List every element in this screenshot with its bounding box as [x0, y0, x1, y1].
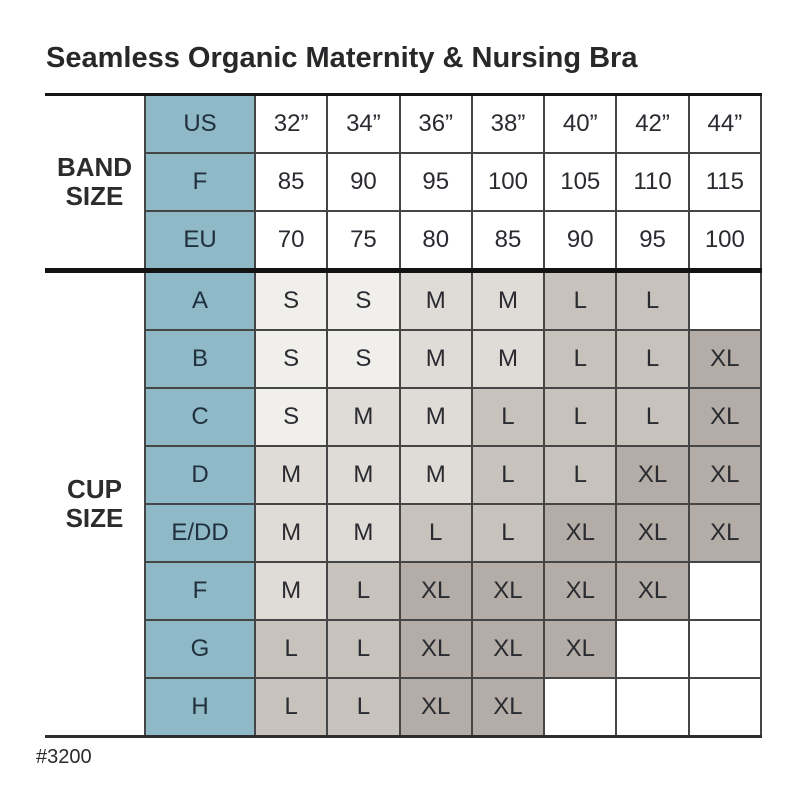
row-header-eu: EU — [145, 211, 255, 271]
empty-cell — [689, 620, 761, 678]
row-header-f: F — [145, 562, 255, 620]
size-cell-s: S — [255, 388, 327, 446]
band-row-eu — [45, 211, 761, 271]
row-header-g: G — [145, 620, 255, 678]
cup-row-g — [45, 620, 761, 678]
size-cell-l: L — [472, 504, 544, 562]
band-value-cell: 100 — [472, 153, 544, 211]
size-cell-xl: XL — [689, 388, 761, 446]
cup-row-f — [45, 562, 761, 620]
size-cell-m: M — [327, 504, 399, 562]
row-header-e-dd: E/DD — [145, 504, 255, 562]
page-title: Seamless Organic Maternity & Nursing Bra — [46, 42, 638, 74]
size-cell-s: S — [327, 330, 399, 388]
band-value-cell: 95 — [616, 211, 688, 271]
row-header-d: D — [145, 446, 255, 504]
band-value-cell: 105 — [544, 153, 616, 211]
empty-cell — [616, 620, 688, 678]
size-chart-table — [45, 93, 762, 738]
size-cell-l: L — [327, 562, 399, 620]
cup-size-section — [45, 271, 761, 737]
row-header-h: H — [145, 678, 255, 737]
band-value-cell: 100 — [689, 211, 761, 271]
size-cell-l: L — [327, 678, 399, 737]
size-cell-m: M — [400, 271, 472, 331]
band-value-cell: 32” — [255, 95, 327, 154]
size-cell-l: L — [544, 388, 616, 446]
size-cell-l: L — [327, 620, 399, 678]
size-cell-l: L — [616, 271, 688, 331]
empty-cell — [689, 562, 761, 620]
size-cell-m: M — [472, 271, 544, 331]
band-value-cell: 40” — [544, 95, 616, 154]
band-value-cell: 110 — [616, 153, 688, 211]
band-row-us — [45, 95, 761, 154]
size-cell-m: M — [472, 330, 544, 388]
size-cell-xl: XL — [689, 330, 761, 388]
size-cell-s: S — [255, 330, 327, 388]
row-header-c: C — [145, 388, 255, 446]
size-cell-m: M — [327, 388, 399, 446]
size-cell-l: L — [544, 446, 616, 504]
size-cell-xl: XL — [689, 446, 761, 504]
size-cell-l: L — [616, 388, 688, 446]
band-value-cell: 34” — [327, 95, 399, 154]
cup-row-d — [45, 446, 761, 504]
band-value-cell: 36” — [400, 95, 472, 154]
size-cell-m: M — [400, 330, 472, 388]
band-size-section — [45, 95, 761, 271]
size-cell-xl: XL — [616, 446, 688, 504]
size-cell-xl: XL — [616, 504, 688, 562]
cup-row-c — [45, 388, 761, 446]
cup-row-b — [45, 330, 761, 388]
band-row-f — [45, 153, 761, 211]
size-cell-l: L — [544, 330, 616, 388]
band-value-cell: 90 — [327, 153, 399, 211]
row-header-b: B — [145, 330, 255, 388]
empty-cell — [616, 678, 688, 737]
size-cell-l: L — [544, 271, 616, 331]
size-cell-l: L — [255, 620, 327, 678]
size-cell-m: M — [255, 504, 327, 562]
size-cell-m: M — [255, 446, 327, 504]
size-cell-xl: XL — [544, 620, 616, 678]
size-cell-xl: XL — [472, 678, 544, 737]
row-header-a: A — [145, 271, 255, 331]
band-size-label: BAND SIZE — [45, 95, 145, 271]
size-cell-xl: XL — [400, 620, 472, 678]
size-cell-xl: XL — [472, 620, 544, 678]
size-cell-xl: XL — [616, 562, 688, 620]
size-cell-m: M — [255, 562, 327, 620]
band-value-cell: 80 — [400, 211, 472, 271]
size-cell-xl: XL — [544, 562, 616, 620]
cup-size-label: CUP SIZE — [45, 271, 145, 737]
band-value-cell: 42” — [616, 95, 688, 154]
empty-cell — [689, 678, 761, 737]
empty-cell — [689, 271, 761, 331]
band-value-cell: 44” — [689, 95, 761, 154]
size-cell-xl: XL — [472, 562, 544, 620]
empty-cell — [544, 678, 616, 737]
size-cell-l: L — [472, 446, 544, 504]
size-cell-l: L — [255, 678, 327, 737]
size-cell-m: M — [327, 446, 399, 504]
size-cell-xl: XL — [544, 504, 616, 562]
row-header-us: US — [145, 95, 255, 154]
band-value-cell: 85 — [472, 211, 544, 271]
size-cell-m: M — [400, 446, 472, 504]
band-value-cell: 115 — [689, 153, 761, 211]
product-number: #3200 — [36, 746, 92, 768]
band-value-cell: 75 — [327, 211, 399, 271]
row-header-f: F — [145, 153, 255, 211]
size-cell-s: S — [255, 271, 327, 331]
size-cell-xl: XL — [689, 504, 761, 562]
size-cell-l: L — [616, 330, 688, 388]
cup-row-h — [45, 678, 761, 737]
band-value-cell: 85 — [255, 153, 327, 211]
band-value-cell: 95 — [400, 153, 472, 211]
band-value-cell: 90 — [544, 211, 616, 271]
size-cell-l: L — [472, 388, 544, 446]
size-cell-l: L — [400, 504, 472, 562]
size-cell-xl: XL — [400, 678, 472, 737]
cup-row-a — [45, 271, 761, 331]
band-value-cell: 38” — [472, 95, 544, 154]
size-cell-m: M — [400, 388, 472, 446]
size-cell-s: S — [327, 271, 399, 331]
band-value-cell: 70 — [255, 211, 327, 271]
size-cell-xl: XL — [400, 562, 472, 620]
cup-row-e-dd — [45, 504, 761, 562]
